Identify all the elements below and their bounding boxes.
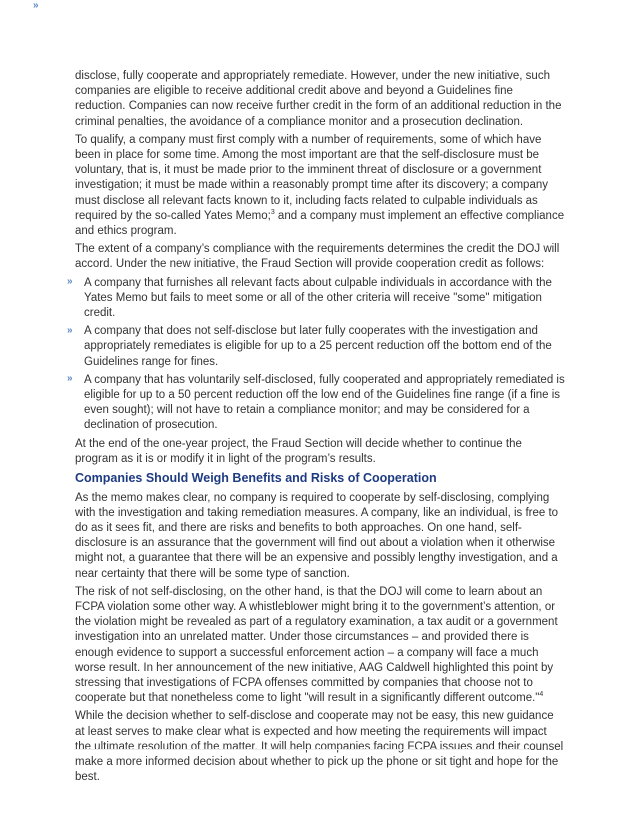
bullet-list [67, 276, 565, 434]
list-item [67, 324, 565, 370]
list-item-text: A company that has voluntarily self-disclosed, fully cooperated and appropriately remediated is eligible for up to a 50 percent reduction off the low end of the Guidelines fine range (if a fine is even sought); will not have to retain a compliance monitor; and may be considered for a declination of prosecution. [84, 373, 565, 432]
footnote-ref-4: 4 [539, 691, 544, 699]
paragraph-6-text: The risk of not self-disclosing, on the other hand, is that the DOJ will come to learn about an FCPA violation some other way. A whistleblower might bring it to the government’s attention, or the violation might be revealed as part of a regulatory examination, a tax audit or a government investigation into an unrelated matter. Under those circumstances – and provided there is enough evidence to support a successful enforcement action – a company will face a much worse result. In her announcement of the new initiative, AAG Caldwell highlighted this point by stressing that investigations of FCPA offenses committed by companies that choose not to cooperate but that nonetheless come to light "will result in a significantly different outcome." [75, 585, 558, 705]
footer-divider [74, 749, 531, 750]
paragraph-2 [75, 133, 565, 239]
list-item-text: A company that furnishes all relevant facts about culpable individuals in accordance with the Yates Memo but fails to meet some or all of the other criteria will receive "some" mitigation credit. [84, 276, 552, 320]
bullet-marker-icon: » [67, 324, 73, 336]
paragraph-6 [75, 585, 565, 707]
cropped-bullet-fragment-icon: » [33, 0, 39, 11]
paragraph-3: The extent of a company’s compliance with the requirements determines the credit the DOJ will accord. Under the new initiative, the Fraud Section will provide cooperation credit as follows: [75, 243, 560, 271]
footnote-ref-3: 3 [270, 209, 275, 216]
list-item [67, 373, 565, 434]
article-body [67, 69, 565, 788]
paragraph-5: As the memo makes clear, no company is required to cooperate by self-disclosing, complying with the investigation and taking remediation measures. A company, like an individual, is free to do as it sees fit, and there are risks and benefits to both approaches. On one hand, self-disclosure is an assurance that the government will find out about a violation when it otherwise might not, a guarantee that there will be an expensive and possibly lengthy investigation, and a near certainty that there will be some type of sanction. [75, 491, 559, 580]
section-heading: Companies Should Weigh Benefits and Risks of Cooperation [75, 471, 437, 486]
paragraph-7: While the decision whether to self-disclose and cooperate may not be easy, this new guidance at least serves to make clear what is expected and how meeting the requirements will impact the ultimate resolution of the matter. It will help companies facing FCPA issues and their counsel make a more informed decision about whether to pick up the phone or sit tight and hope for the best. [75, 710, 564, 784]
bullet-marker-icon: » [67, 373, 73, 385]
paragraph-2-text: To qualify, a company must first comply with a number of requirements, some of which have been in place for some time. Among the most important are that the self-disclosure must be voluntary, that is, it must be made prior to the imminent threat of disclosure or a government investigation; it must be made within a reasonably prompt time after its discovery; a company must disclose all relevant facts known to it, including facts related to culpable individuals as required by the so-called Yates Memo; [75, 133, 548, 222]
paragraph-2-text-after: and a company must implement an effective compliance and ethics program. [75, 209, 565, 238]
list-item [67, 276, 565, 322]
bullet-marker-icon: » [67, 276, 73, 288]
list-item-text: A company that does not self-disclose but later fully cooperates with the investigation and appropriately remediates is eligible for up to a 25 percent reduction off the bottom end of the Guidelines range for fines. [84, 325, 552, 368]
paragraph-4: At the end of the one-year project, the Fraud Section will decide whether to continue the program as it is or modify it in light of the program’s results. [75, 437, 522, 465]
paragraph-1: disclose, fully cooperate and appropriately remediate. However, under the new initiative, such companies are eligible to receive additional credit above and beyond a Guidelines fine reduction. Companies can now receive further credit in the form of an additional reduction in the criminal penalties, the avoidance of a compliance monitor and a prosecution declination. [75, 70, 562, 128]
